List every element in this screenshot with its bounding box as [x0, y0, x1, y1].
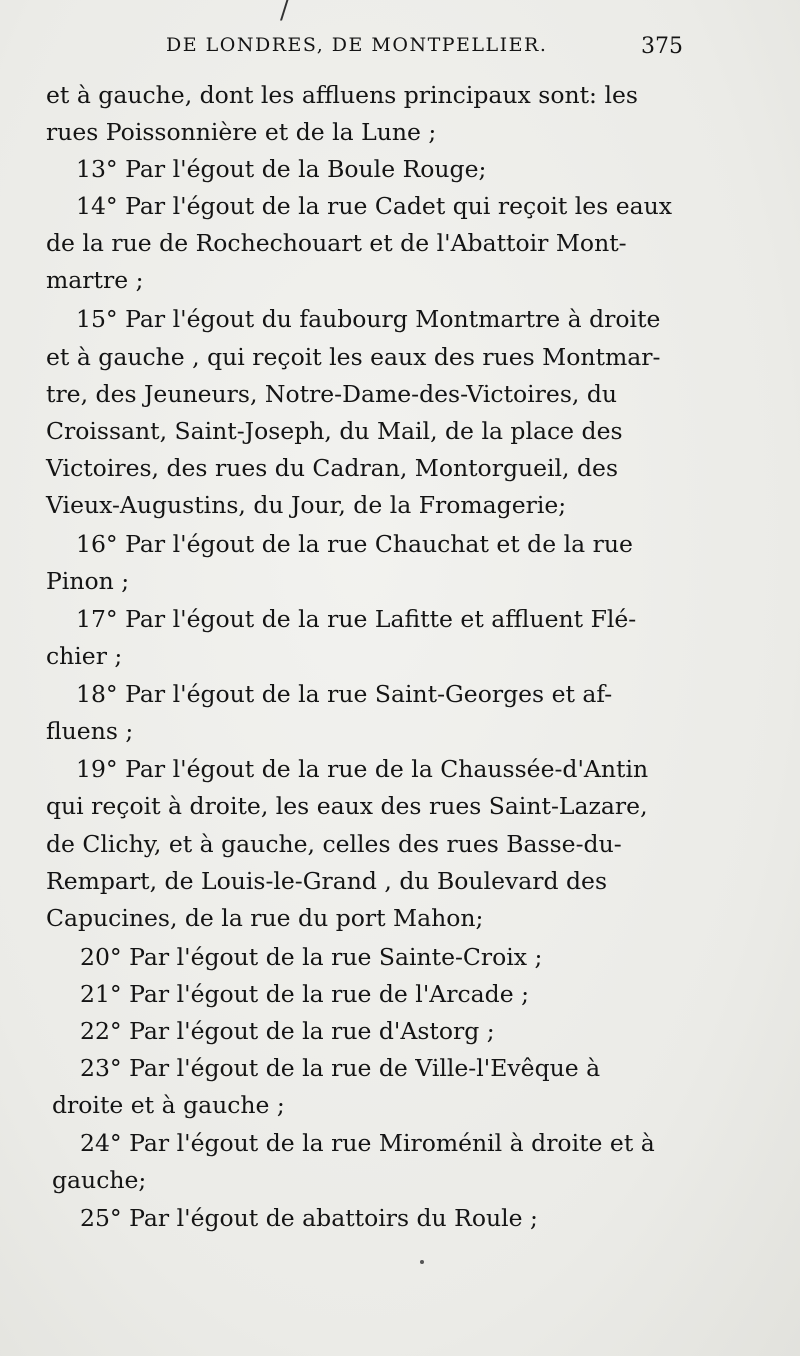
text-line: 13° Par l'égout de la Boule Rouge;: [76, 155, 487, 183]
text-line: Vieux-Augustins, du Jour, de la Fromagerie;: [46, 491, 567, 519]
text-line: chier ;: [46, 642, 123, 670]
ink-speck: [420, 1260, 424, 1264]
text-line: gauche;: [52, 1166, 147, 1194]
text-line: Capucines, de la rue du port Mahon;: [46, 904, 484, 932]
text-line: 23° Par l'égout de la rue de Ville-l'Evêque à: [80, 1054, 601, 1082]
text-line: martre ;: [46, 266, 144, 294]
text-line: et à gauche, dont les affluens principaux sont: les: [46, 81, 638, 109]
text-line: 24° Par l'égout de la rue Miroménil à droite et à: [80, 1129, 655, 1157]
text-line: Pinon ;: [46, 567, 130, 595]
text-line: et à gauche , qui reçoit les eaux des rues Montmar-: [46, 343, 661, 371]
text-line: 18° Par l'égout de la rue Saint-Georges et af-: [76, 680, 613, 708]
text-line: qui reçoit à droite, les eaux des rues Saint-Lazare,: [46, 792, 648, 820]
text-line: tre, des Jeuneurs, Notre-Dame-des-Victoires, du: [46, 380, 617, 408]
text-line: fluens ;: [46, 717, 134, 745]
text-line: droite et à gauche ;: [52, 1091, 285, 1119]
text-line: 25° Par l'égout de abattoirs du Roule ;: [80, 1204, 538, 1232]
text-line: 17° Par l'égout de la rue Lafitte et affluent Flé-: [76, 605, 637, 633]
text-line: de la rue de Rochechouart et de l'Abattoir Mont-: [46, 229, 627, 257]
text-line: rues Poissonnière et de la Lune ;: [46, 118, 437, 146]
text-line: 14° Par l'égout de la rue Cadet qui reçoit les eaux: [76, 192, 673, 220]
text-line: 15° Par l'égout du faubourg Montmartre à droite: [76, 305, 661, 333]
text-line: 22° Par l'égout de la rue d'Astorg ;: [80, 1017, 495, 1045]
page-number: 375: [641, 34, 683, 59]
text-line: 19° Par l'égout de la rue de la Chaussée-d'Antin: [76, 755, 649, 783]
text-line: Victoires, des rues du Cadran, Montorgueil, des: [46, 454, 619, 482]
text-line: Croissant, Saint-Joseph, du Mail, de la place des: [46, 417, 623, 445]
text-line: de Clichy, et à gauche, celles des rues Basse-du-: [46, 830, 622, 858]
running-head: DE LONDRES, DE MONTPELLIER.: [166, 34, 548, 56]
text-line: Rempart, de Louis-le-Grand , du Boulevard des: [46, 867, 608, 895]
text-line: 16° Par l'égout de la rue Chauchat et de la rue: [76, 530, 633, 558]
text-line: 20° Par l'égout de la rue Sainte-Croix ;: [80, 943, 543, 971]
text-line: 21° Par l'égout de la rue de l'Arcade ;: [80, 980, 529, 1008]
pencil-mark: /: [280, 0, 289, 25]
